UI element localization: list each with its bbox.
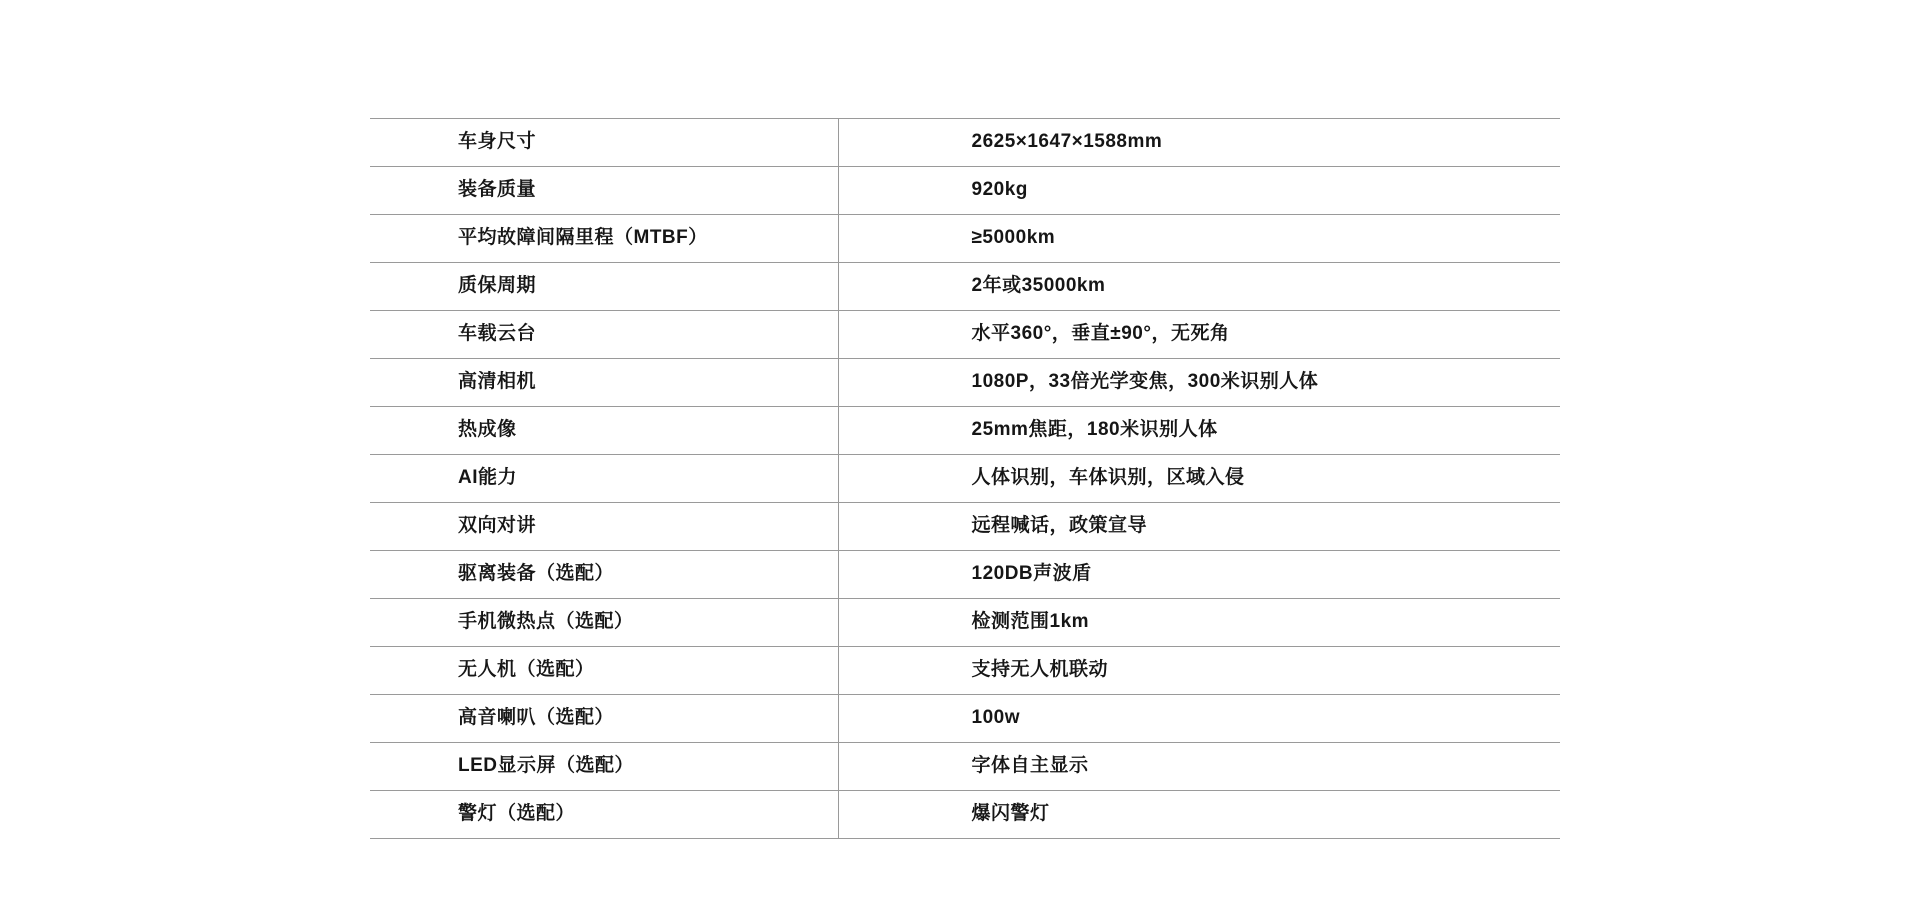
spec-label: 双向对讲 xyxy=(370,503,838,551)
spec-label: 平均故障间隔里程（MTBF） xyxy=(370,215,838,263)
spec-value: 120DB声波盾 xyxy=(838,551,1560,599)
spec-value: 水平360°，垂直±90°，无死角 xyxy=(838,311,1560,359)
spec-label: AI能力 xyxy=(370,455,838,503)
table-row xyxy=(370,119,1560,167)
spec-label: 手机微热点（选配） xyxy=(370,599,838,647)
spec-label: 热成像 xyxy=(370,407,838,455)
spec-label: 驱离装备（选配） xyxy=(370,551,838,599)
table-row xyxy=(370,695,1560,743)
table-row xyxy=(370,263,1560,311)
table-row xyxy=(370,215,1560,263)
spec-value: ≥5000km xyxy=(838,215,1560,263)
spec-label: 无人机（选配） xyxy=(370,647,838,695)
table-row xyxy=(370,647,1560,695)
spec-value: 爆闪警灯 xyxy=(838,791,1560,839)
spec-label: 装备质量 xyxy=(370,167,838,215)
table-row xyxy=(370,359,1560,407)
table-row xyxy=(370,551,1560,599)
spec-value: 2年或35000km xyxy=(838,263,1560,311)
spec-label: 高清相机 xyxy=(370,359,838,407)
spec-value: 支持无人机联动 xyxy=(838,647,1560,695)
table-row xyxy=(370,599,1560,647)
table-row xyxy=(370,311,1560,359)
spec-value: 2625×1647×1588mm xyxy=(838,119,1560,167)
table-row xyxy=(370,743,1560,791)
table-row xyxy=(370,791,1560,839)
specification-table xyxy=(370,118,1560,839)
table-row xyxy=(370,503,1560,551)
spec-value: 人体识别，车体识别，区域入侵 xyxy=(838,455,1560,503)
spec-value: 100w xyxy=(838,695,1560,743)
spec-label: 车载云台 xyxy=(370,311,838,359)
spec-value: 检测范围1km xyxy=(838,599,1560,647)
table-row xyxy=(370,167,1560,215)
spec-label: 高音喇叭（选配） xyxy=(370,695,838,743)
spec-value: 字体自主显示 xyxy=(838,743,1560,791)
spec-label: 车身尺寸 xyxy=(370,119,838,167)
table-row xyxy=(370,407,1560,455)
spec-label: 质保周期 xyxy=(370,263,838,311)
table-row xyxy=(370,455,1560,503)
spec-label: 警灯（选配） xyxy=(370,791,838,839)
spec-label: LED显示屏（选配） xyxy=(370,743,838,791)
spec-value: 920kg xyxy=(838,167,1560,215)
spec-value: 远程喊话，政策宣导 xyxy=(838,503,1560,551)
spec-value: 25mm焦距，180米识别人体 xyxy=(838,407,1560,455)
spec-value: 1080P，33倍光学变焦，300米识别人体 xyxy=(838,359,1560,407)
table-body xyxy=(370,119,1560,839)
